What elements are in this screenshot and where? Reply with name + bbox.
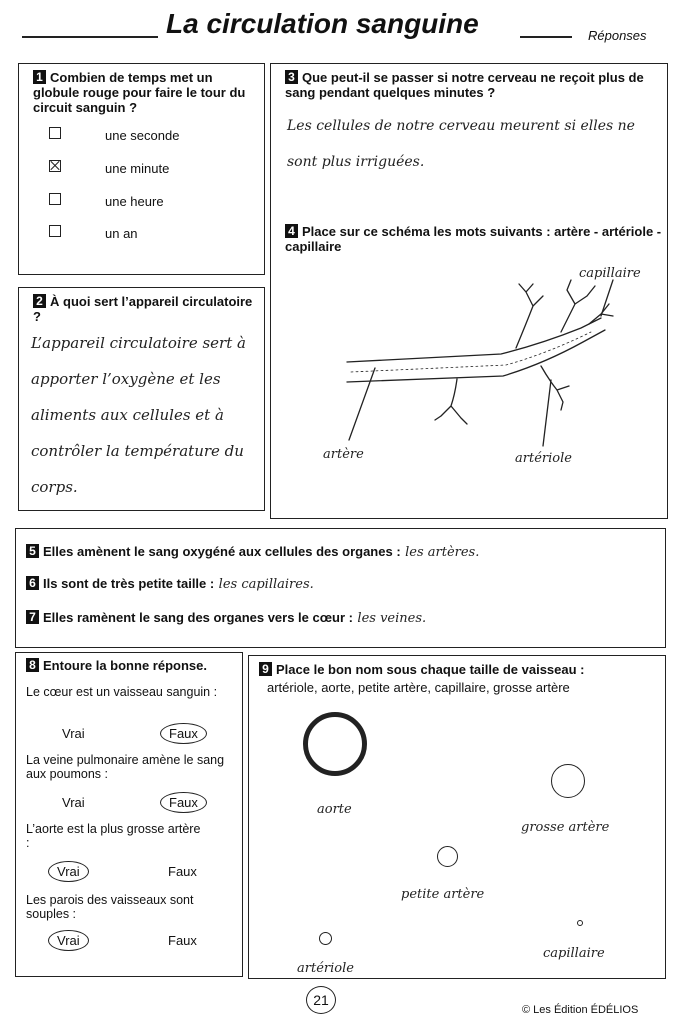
faux-option[interactable]: Faux (168, 933, 197, 948)
label-arteriole: artériole (297, 961, 354, 976)
option-item[interactable] (49, 192, 249, 210)
grosse-artere-vessel (551, 764, 585, 798)
vrai-option[interactable]: Vrai (62, 726, 85, 741)
page-title: La circulation sanguine (166, 8, 479, 39)
answer-line: apporter l’oxygène et les (31, 370, 221, 388)
statement-text: Les parois des vaisseaux sont souples : (26, 893, 194, 921)
artery-top-wall (347, 318, 601, 362)
question-4-text: 4 Place sur ce schéma les mots suivants : artère - artériole - capillaire (285, 224, 662, 254)
question-6-answer: les capillaires. (218, 577, 314, 592)
option-item[interactable] (49, 126, 249, 144)
label-petite-artere: petite artère (401, 887, 485, 902)
question-8-text: 8 Entoure la bonne réponse. (26, 658, 240, 673)
question-6-row (26, 575, 656, 593)
question-5-number: 5 (26, 544, 39, 558)
faux-option-circled[interactable]: Faux (160, 792, 207, 813)
question-2-answer (31, 334, 259, 508)
question-9-number: 9 (259, 662, 272, 676)
footer-credit: © Les Édition ÉDÉLIOS (522, 1004, 639, 1016)
option-label: une heure (105, 194, 164, 209)
petite-artere-vessel (437, 846, 458, 867)
faux-option-circled[interactable]: Faux (160, 723, 207, 744)
answer-line: L’appareil circulatoire sert à (31, 334, 246, 352)
question-7-number: 7 (26, 610, 39, 624)
title-rule-left (22, 36, 158, 38)
diagram-label-artere: artère (323, 447, 364, 462)
aorte-vessel (303, 712, 367, 776)
option-label: une minute (105, 161, 170, 176)
answer-line: contrôler la température du (31, 442, 244, 460)
diagram-label-arteriole: artériole (515, 451, 572, 466)
question-2-number: 2 (33, 294, 46, 308)
answer-line: corps. (31, 478, 78, 496)
label-grosse-artere: grosse artère (521, 820, 610, 835)
checkbox-icon[interactable] (49, 193, 61, 205)
question-8-number: 8 (26, 658, 39, 672)
vrai-option-circled[interactable]: Vrai (48, 861, 89, 882)
question-4-number: 4 (285, 224, 298, 238)
question-1-box (18, 63, 265, 275)
option-item[interactable] (49, 159, 249, 177)
answer-line: aliments aux cellules et à (31, 406, 224, 424)
vrai-option-circled[interactable]: Vrai (48, 930, 89, 951)
label-line-arteriole (543, 380, 551, 446)
question-1-text: 1 Combien de temps met un globule rouge pour faire le tour du circuit sanguin ? (33, 70, 246, 115)
question-7-row (26, 609, 656, 627)
label-aorte: aorte (317, 802, 352, 817)
option-label: un an (105, 226, 138, 241)
checked-checkbox-icon[interactable] (49, 160, 61, 172)
question-7-text: Elles ramènent le sang des organes vers le cœur : (43, 610, 353, 625)
option-label: une seconde (105, 128, 180, 143)
vessel-diagram (271, 244, 667, 514)
checkbox-icon[interactable] (49, 225, 61, 237)
statement-text: L’aorte est la plus grosse artère : (26, 822, 201, 850)
question-7-answer: les veines. (357, 611, 427, 626)
statement-text: La veine pulmonaire amène le sang aux poumons : (26, 753, 225, 781)
question-5-answer: les artères. (405, 545, 480, 560)
vrai-option[interactable]: Vrai (62, 795, 85, 810)
title-rule-right (520, 36, 572, 38)
arteriole-branch (435, 379, 467, 424)
answers-tag: Réponses (588, 28, 647, 43)
question-8-box (15, 652, 243, 977)
question-6-text: Ils sont de très petite taille : (43, 576, 215, 591)
page-number: 21 (306, 986, 336, 1014)
question-9-words: artériole, aorte, petite artère, capillaire, grosse artère (267, 680, 570, 695)
answer-line: sont plus irriguées. (287, 154, 425, 170)
label-line-artere (349, 368, 375, 440)
capillaire-vessel (577, 920, 583, 926)
question-3-text: 3 Que peut-il se passer si notre cerveau ne reçoit plus de sang pendant quelques minutes ? (285, 70, 644, 100)
diagram-label-capillaire: capillaire (579, 266, 641, 281)
arteriole-vessel (319, 932, 332, 945)
arteriole-branch (541, 366, 569, 410)
capillary-branch (516, 284, 543, 348)
answer-line: Les cellules de notre cerveau meurent si elles ne (287, 118, 635, 134)
question-3-number: 3 (285, 70, 298, 84)
statement-text: Le cœur est un vaisseau sanguin : (26, 685, 218, 699)
question-1-number: 1 (33, 70, 46, 84)
question-3-4-box (270, 63, 668, 519)
label-capillaire: capillaire (543, 946, 605, 961)
question-9-box (248, 655, 666, 979)
question-2-text: 2 À quoi sert l’appareil circulatoire ? (33, 294, 253, 324)
question-5-text: Elles amènent le sang oxygéné aux cellules des organes : (43, 544, 401, 559)
question-2-box (18, 287, 265, 511)
checkbox-icon[interactable] (49, 127, 61, 139)
question-5-row (26, 543, 656, 561)
question-3-answer (287, 118, 663, 184)
question-6-number: 6 (26, 576, 39, 590)
faux-option[interactable]: Faux (168, 864, 197, 879)
option-item[interactable] (49, 224, 249, 242)
artery-bottom-wall (347, 330, 605, 382)
question-9-text: 9 Place le bon nom sous chaque taille de vaisseau : (259, 662, 659, 677)
label-line-capillaire (601, 280, 613, 316)
question-5-7-box (15, 528, 666, 648)
